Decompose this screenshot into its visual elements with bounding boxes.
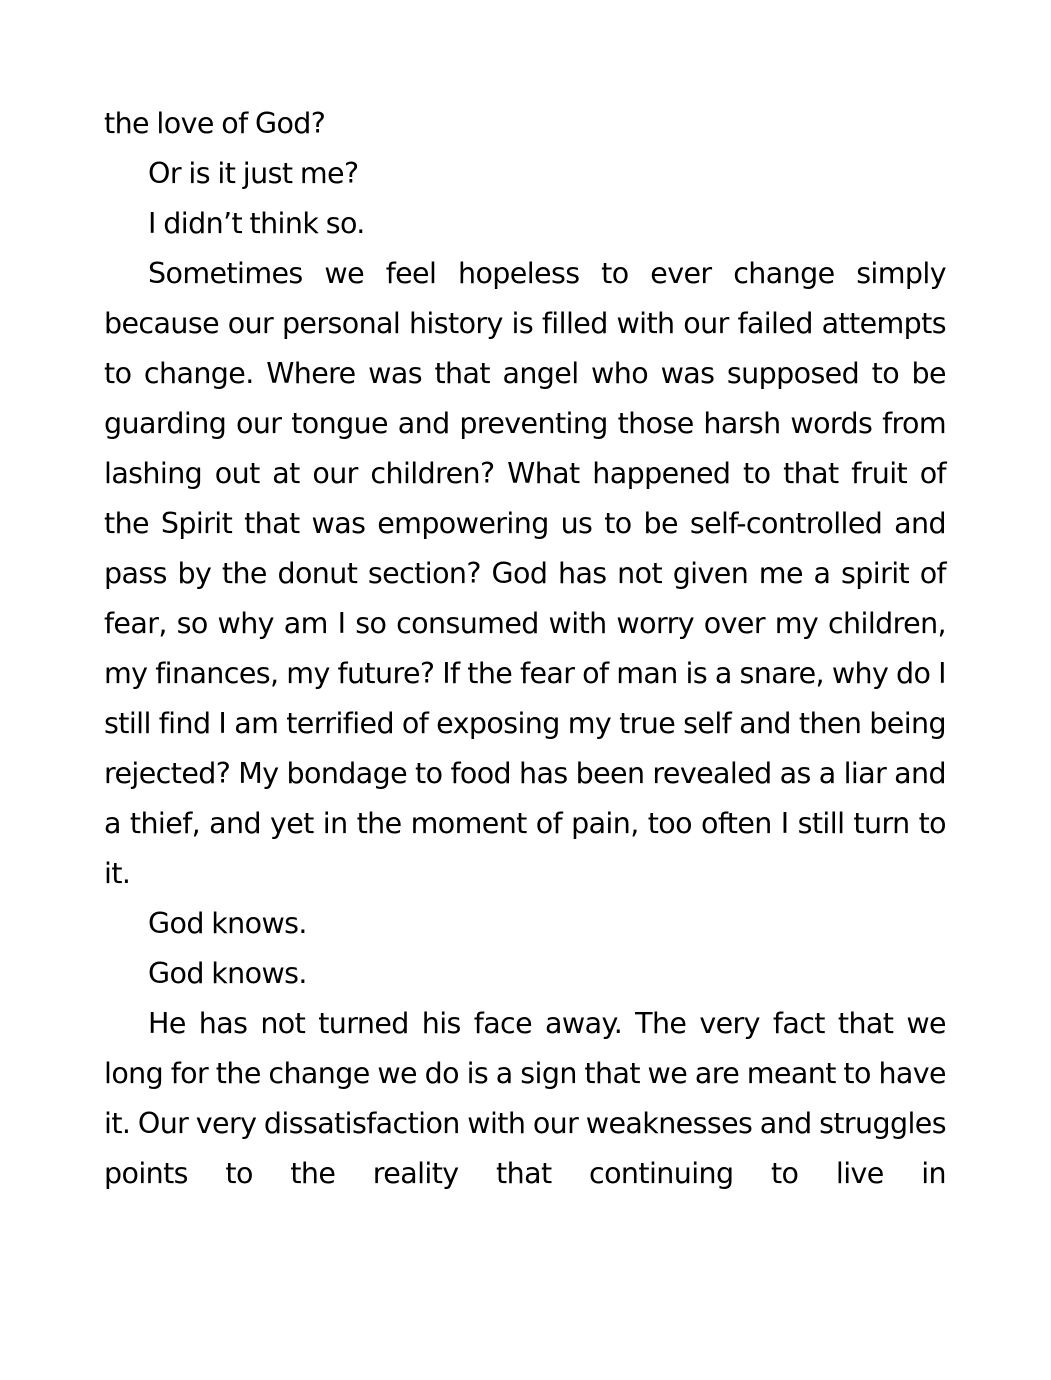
paragraph: Or is it just me? bbox=[148, 157, 359, 190]
paragraph: God knows. bbox=[148, 907, 307, 940]
body-text bbox=[104, 99, 946, 1199]
paragraph-continues-next-page: He has not turned his face away. The very fact that we long for the change we do is a sign that we are meant to have it. Our very dissatisfaction with our weaknesses and struggles points to the reality that continuing to live in bbox=[104, 1007, 946, 1190]
paragraph: I didn’t think so. bbox=[148, 207, 365, 240]
paragraph-continued: the love of God? bbox=[104, 107, 326, 140]
paragraph: God knows. bbox=[148, 957, 307, 990]
paragraph: Sometimes we feel hopeless to ever change simply because our personal history is filled with our failed attempts to change. Where was that angel who was supposed to be guarding our tongue and preventing those harsh words from lashing out at our children? What happened to that fruit of the Spirit that was empowering us to be self-controlled and pass by the donut section? God has not given me a spirit of fear, so why am I so consumed with worry over my children, my finances, my future? If the fear of man is a snare, why do I still find I am terrified of exposing my true self and then being rejected? My bondage to food has been revealed as a liar and a thief, and yet in the moment of pain, too often I still turn to it. bbox=[104, 257, 946, 890]
